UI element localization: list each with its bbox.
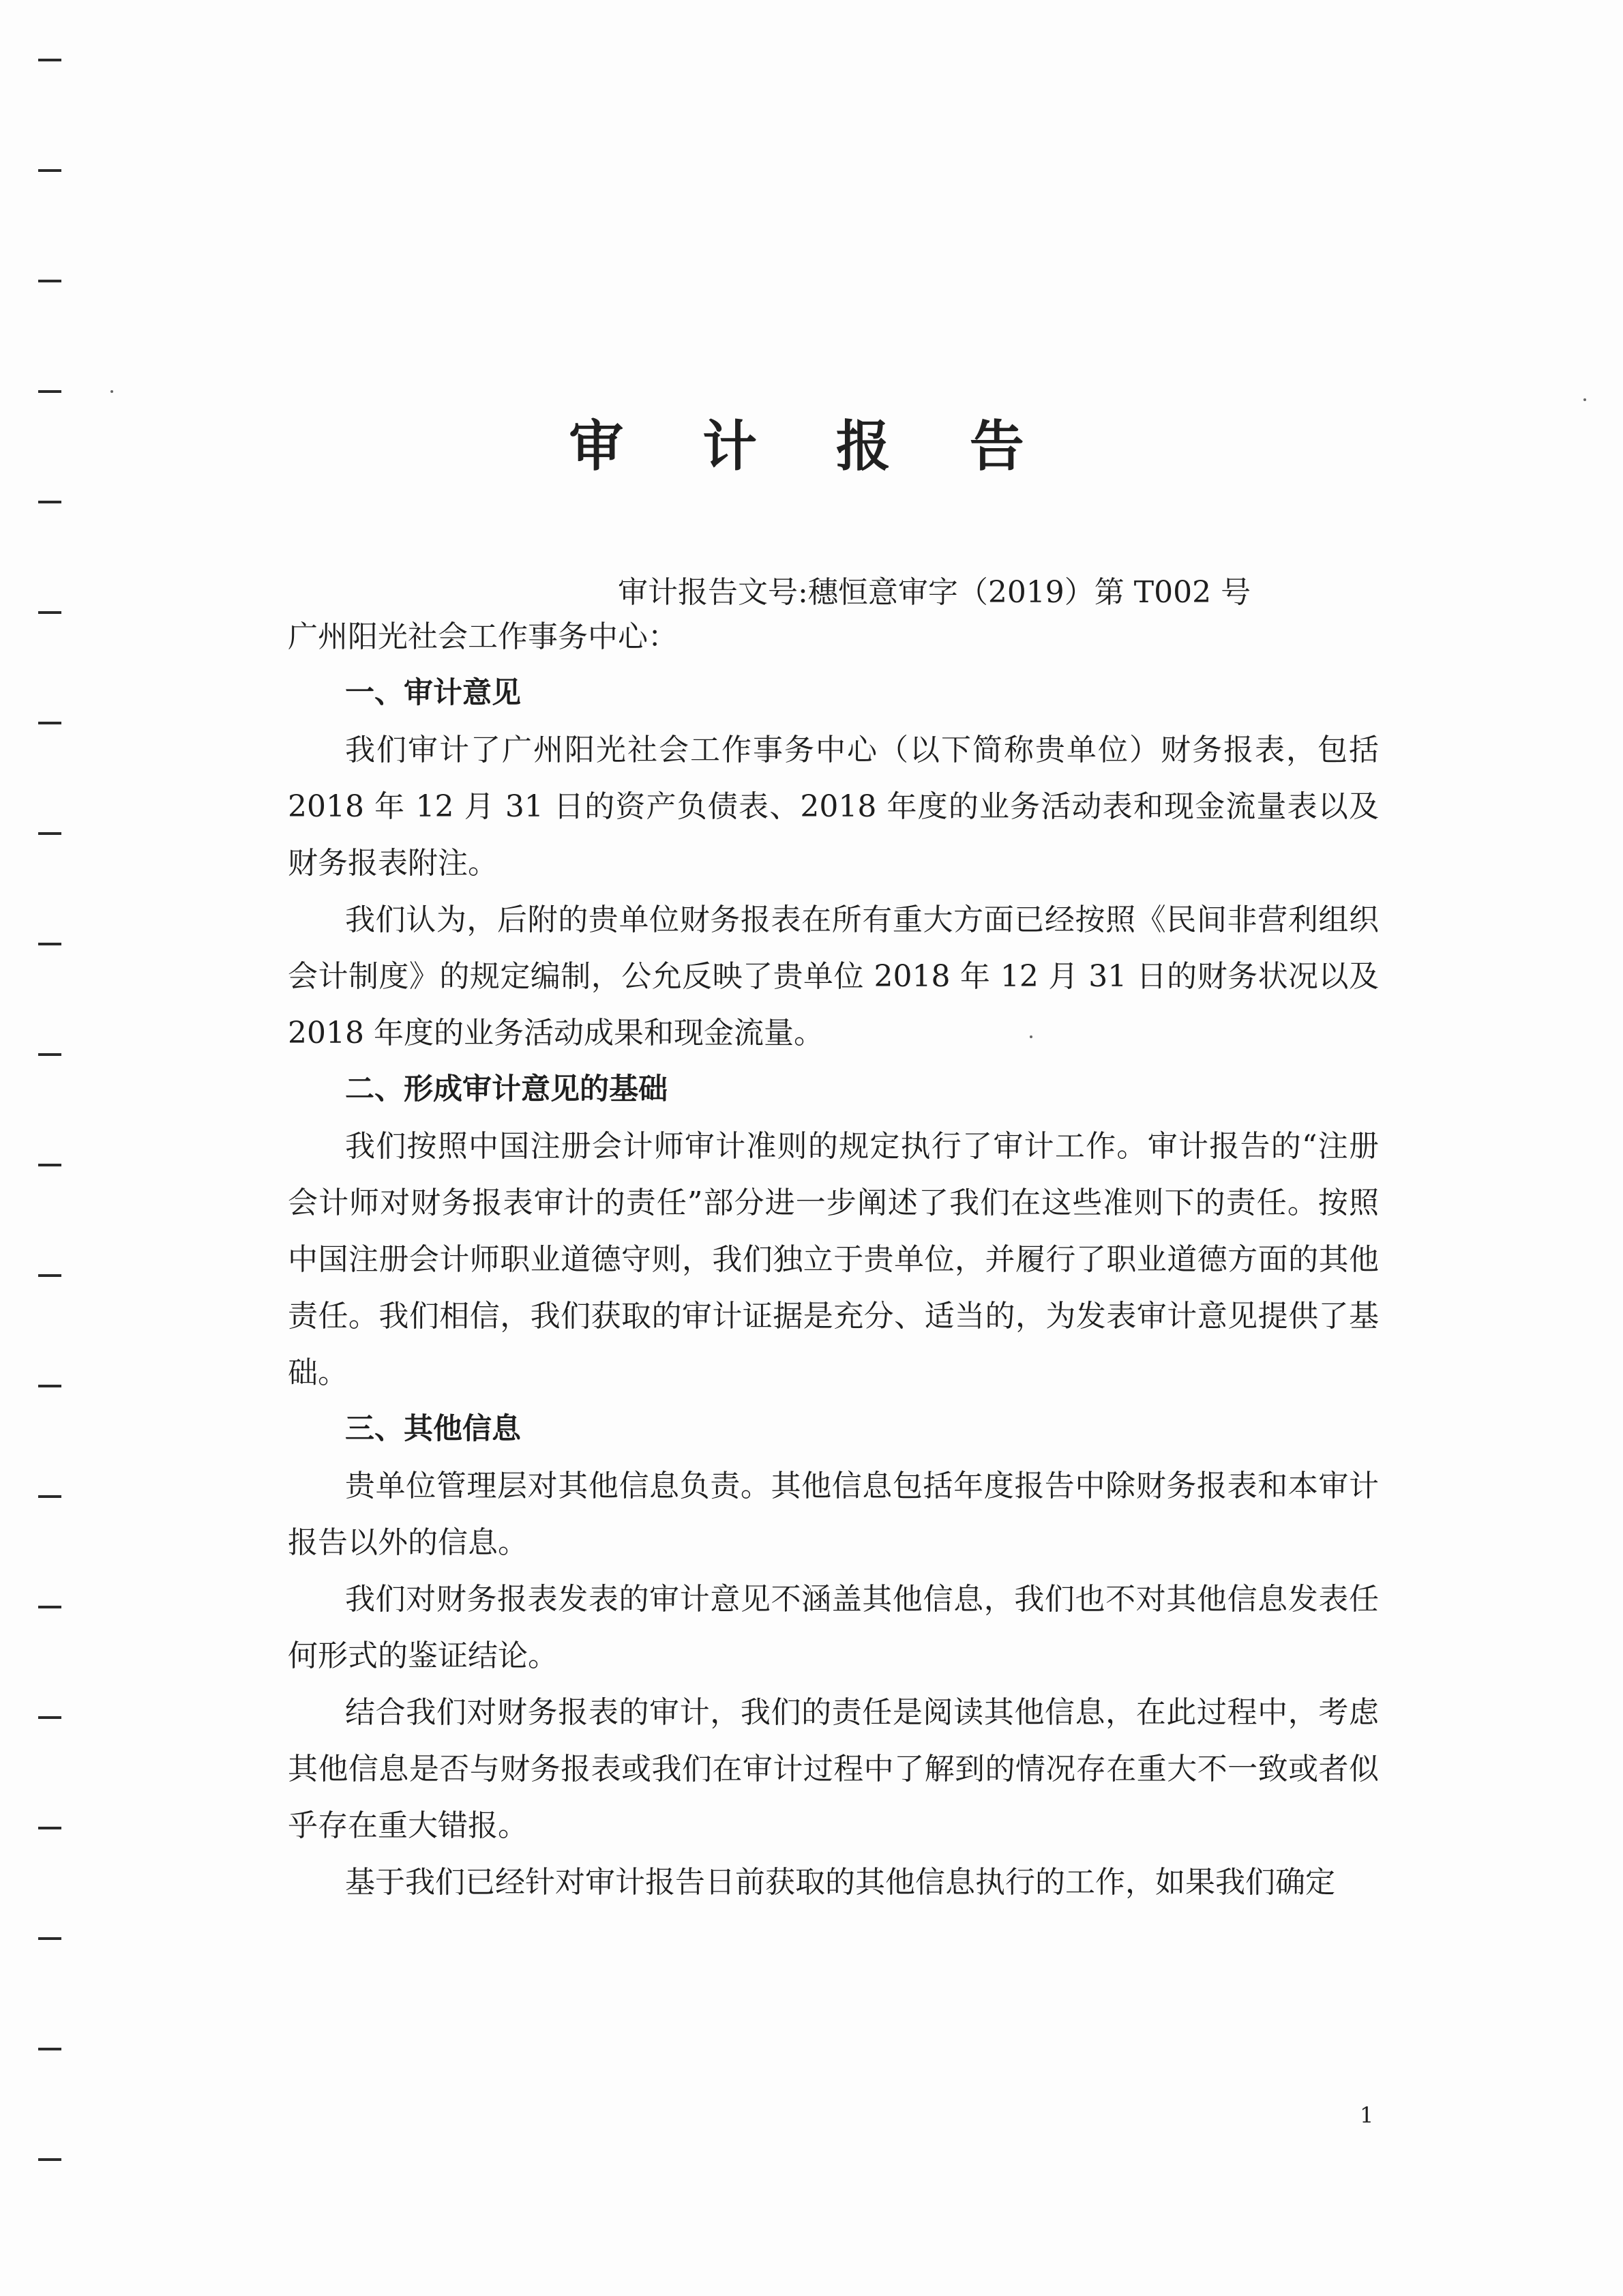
binding-mark [38, 1053, 61, 1056]
paragraph-auditor-responsibility: 结合我们对财务报表的审计，我们的责任是阅读其他信息，在此过程中，考虑其他信息是否与财务报表或我们在审计过程中了解到的情况存在重大不一致或者似乎存在重大错报。 [288, 1695, 1379, 1843]
section-heading-basis-for-opinion: 二、形成审计意见的基础 [345, 1072, 668, 1106]
binding-mark [38, 1495, 61, 1498]
binding-mark [38, 59, 61, 61]
paragraph-continued: 基于我们已经针对审计报告日前获取的其他信息执行的工作，如果我们确定 [345, 1865, 1335, 1900]
binding-mark [38, 832, 61, 835]
binding-mark [38, 611, 61, 614]
binding-mark [38, 1164, 61, 1166]
binding-mark [38, 1385, 61, 1387]
scan-speck [1583, 398, 1586, 401]
document-title: 审 计 报 告 [569, 415, 1054, 478]
binding-mark [38, 1274, 61, 1277]
binding-mark [38, 390, 61, 393]
binding-mark [38, 722, 61, 724]
report-number: 审计报告文号:穗恒意审字（2019）第 T002 号 [618, 575, 1251, 610]
section-heading-other-information: 三、其他信息 [345, 1412, 521, 1446]
binding-mark [38, 1606, 61, 1608]
scan-speck [110, 390, 113, 393]
binding-mark [38, 2158, 61, 2161]
paragraph-opinion-scope: 我们对财务报表发表的审计意见不涵盖其他信息，我们也不对其他信息发表任何形式的鉴证结论。 [288, 1582, 1379, 1673]
binding-mark [38, 1827, 61, 1829]
binding-mark [38, 1937, 61, 1940]
paragraph-basis: 我们按照中国注册会计师审计准则的规定执行了审计工作。审计报告的“注册会计师对财务报表审计的责任”部分进一步阐述了我们在这些准则下的责任。按照中国注册会计师职业道德守则，我们独立于贵单位，并履行了职业道德方面的其他责任。我们相信，我们获取的审计证据是充分、适当的，为发表审计意见提供了基础。 [288, 1129, 1379, 1390]
addressee: 广州阳光社会工作事务中心： [288, 619, 678, 654]
paragraph-audit-scope: 我们审计了广州阳光社会工作事务中心（以下简称贵单位）财务报表，包括2018 年 12 月 31 日的资产负债表、2018 年度的业务活动表和现金流量表以及财务报表附注。 [288, 733, 1379, 881]
binding-mark [38, 169, 61, 172]
report-body [288, 608, 1379, 1911]
binding-mark [38, 2048, 61, 2050]
binding-mark [38, 280, 61, 282]
binding-mark [38, 1716, 61, 1719]
binding-margin-marks [0, 0, 82, 2296]
binding-mark [38, 943, 61, 945]
binding-mark [38, 501, 61, 503]
section-heading-audit-opinion: 一、审计意见 [345, 676, 521, 710]
paragraph-opinion: 我们认为，后附的贵单位财务报表在所有重大方面已经按照《民间非营利组织会计制度》的规定编制，公允反映了贵单位 2018 年 12 月 31 日的财务状况以及 2018 年度的业务活动成果和现金流量。 [288, 902, 1379, 1050]
page-number: 1 [1360, 2102, 1374, 2128]
paragraph-management-responsibility: 贵单位管理层对其他信息负责。其他信息包括年度报告中除财务报表和本审计报告以外的信息。 [288, 1469, 1379, 1560]
